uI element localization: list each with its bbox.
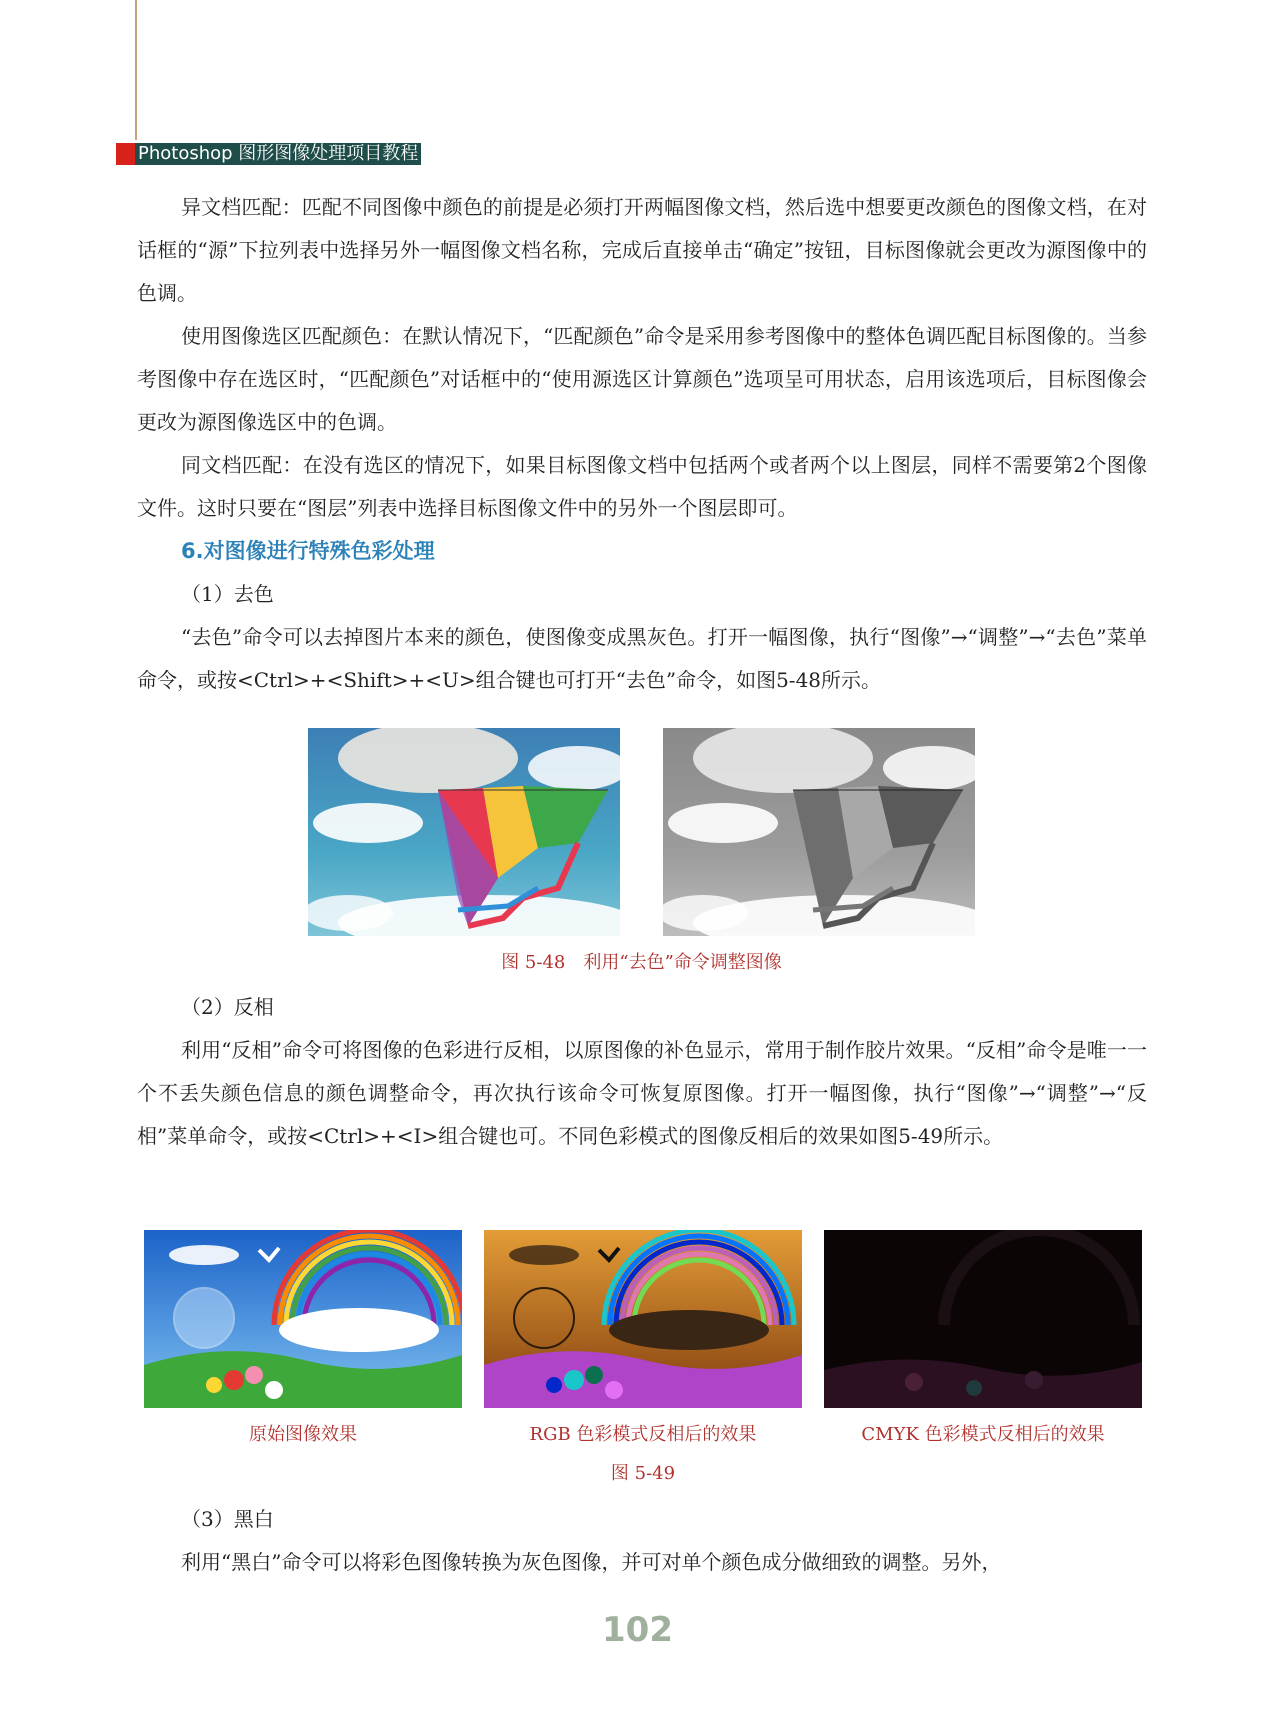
subheading-invert: （2）反相 [181,995,274,1019]
figure-5-48-caption: 图 5-48 利用“去色”命令调整图像 [501,952,782,973]
cmyk-inverted-caption: CMYK 色彩模式反相后的效果 [861,1424,1105,1445]
subheading-desaturate: （1）去色 [181,582,274,606]
running-header [116,142,421,166]
paragraph-black-white: 利用“黑白”命令可以将彩色图像转换为灰色图像，并可对单个颜色成分做细致的调整。另外， [181,1550,1002,1574]
figure-5-49-caption: 图 5-49 [610,1463,676,1484]
section-heading: 6.对图像进行特殊色彩处理 [181,539,435,563]
page-number: 102 [602,1610,673,1650]
original-rainbow-image [144,1230,462,1408]
body-text-bottom [137,1498,1147,1584]
kite-color-image [308,728,620,936]
subheading-black-white: （3）黑白 [181,1507,274,1531]
paragraph-desaturate: “去色”命令可以去掉图片本来的颜色，使图像变成黑灰色。打开一幅图像，执行“图像”→“调整”→“去色”菜单命令，或按<Ctrl>+<Shift>+<U>组合键也可打开“去色”命令，如图5-48所示。 [137,625,1147,692]
kite-grayscale-image [663,728,975,936]
header-title: Photoshop 图形图像处理项目教程 [135,143,421,165]
paragraph-same-document-match: 同文档匹配：在没有选区的情况下，如果目标图像文档中包括两个或者两个以上图层，同样不需要第2个图像文件。这时只要在“图层”列表中选择目标图像文件中的另外一个图层即可。 [137,453,1147,520]
rgb-inverted-caption: RGB 色彩模式反相后的效果 [529,1424,757,1445]
paragraph-different-document-match: 异文档匹配：匹配不同图像中颜色的前提是必须打开两幅图像文档，然后选中想要更改颜色的图像文档，在对话框的“源”下拉列表中选择另外一幅图像文档名称，完成后直接单击“确定”按钮，目标图像就会更改为源图像中的色调。 [137,195,1147,305]
header-red-mark [116,143,135,165]
rgb-inverted-image [484,1230,802,1408]
body-text-top [137,186,1147,702]
body-text-middle [137,986,1147,1158]
original-image-caption: 原始图像效果 [249,1424,357,1445]
paragraph-invert: 利用“反相”命令可将图像的色彩进行反相，以原图像的补色显示，常用于制作胶片效果。“反相”命令是唯一一个不丢失颜色信息的颜色调整命令，再次执行该命令可恢复原图像。打开一幅图像，执行“图像”→“调整”→“反相”菜单命令，或按<Ctrl>+<I>组合键也可。不同色彩模式的图像反相后的效果如图5-49所示。 [137,1038,1147,1148]
cmyk-inverted-image [824,1230,1142,1408]
paragraph-selection-match: 使用图像选区匹配颜色：在默认情况下，“匹配颜色”命令是采用参考图像中的整体色调匹配目标图像的。当参考图像中存在选区时，“匹配颜色”对话框中的“使用源选区计算颜色”选项呈可用状态，启用该选项后，目标图像会更改为源图像选区中的色调。 [137,324,1147,434]
margin-rule [135,0,137,140]
